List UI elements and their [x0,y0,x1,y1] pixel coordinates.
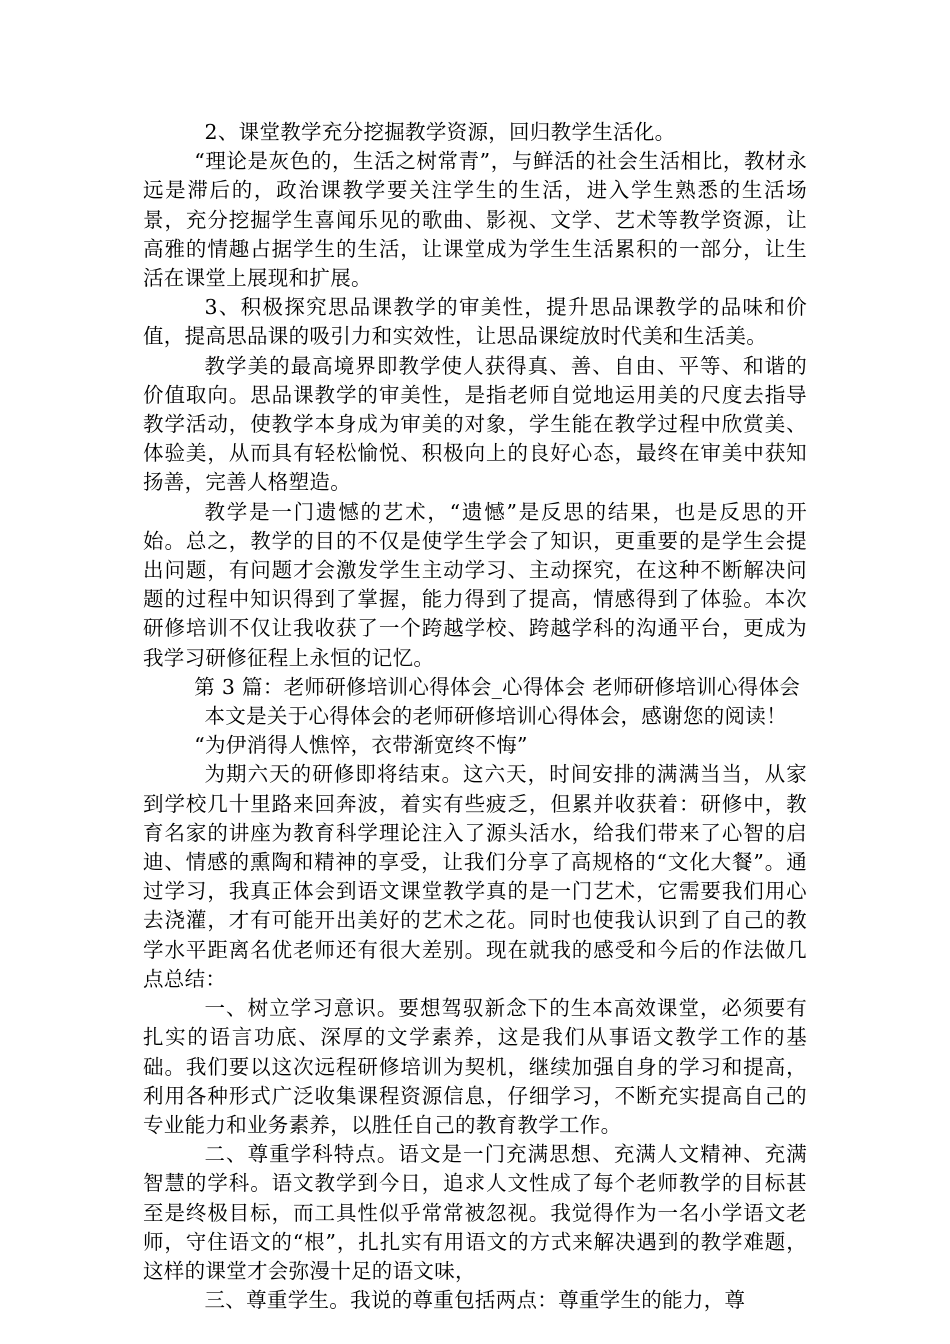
paragraph-1: 2、课堂教学充分挖掘教学资源，回归教学生活化。 [204,120,676,144]
paragraph-6: 本文是关于心得体会的老师研修培训心得体会，感谢您的阅读！ [204,704,787,729]
paragraph-9: 二、尊重学科特点。语文是一门充满思想、充满人文精神、充满智慧的学科。语文教学到今日，追求人文性成了每个老师教学的目标甚至是终极目标，而工具性似乎常常被忽视。我觉得作为一名小学语文老师，守住语文的“根”，扎扎实有用语文的方式来解决遇到的教学难题，这样的课堂才会弥漫十足的语文味， [143,1142,807,1283]
document-page [143,118,807,1315]
section-heading: 第 3 篇：老师研修培训心得体会_心得体会 老师研修培训心得体会 [194,674,801,699]
paragraph-4: 教学美的最高境界即教学使人获得真、善、自由、平等、和谐的价值取向。思品课教学的审美性，是指老师自觉地运用美的尺度去指导教学活动，使教学本身成为审美的对象，学生能在教学过程中欣赏美、体验美，从而具有轻松愉悦、积极向上的良好心态，最终在审美中获知扬善，完善人格塑造。 [143,353,807,495]
paragraph-7: 为期六天的研修即将结束。这六天，时间安排的满满当当，从家到学校几十里路来回奔波，着实有些疲乏，但累并收获着：研修中，教育名家的讲座为教育科学理论注入了源头活水，给我们带来了心智的启迪、情感的熏陶和精神的享受，让我们分享了高规格的“文化大餐”。通过学习，我真正体会到语文课堂教学真的是一门艺术，它需要我们用心去浇灌，才有可能开出美好的艺术之花。同时也使我认识到了自己的教学水平距离名优老师还有很大差别。现在就我的感受和今后的作法做几点总结： [143,762,807,991]
quote-line: “为伊消得人憔悴，衣带渐宽终不悔” [194,733,528,758]
paragraph-5: 教学是一门遗憾的艺术，“遗憾”是反思的结果，也是反思的开始。总之，教学的目的不仅是使学生学会了知识，更重要的是学生会提出问题，有问题才会激发学生主动学习、主动探究，在这种不断解决问题的过程中知识得到了掌握，能力得到了提高，情感得到了体验。本次研修培训不仅让我收获了一个跨越学校、跨越学科的沟通平台，更成为我学习研修征程上永恒的记忆。 [143,499,807,670]
paragraph-8: 一、树立学习意识。要想驾驭新念下的生本高效课堂，必须要有扎实的语言功底、深厚的文学素养，这是我们从事语文教学工作的基础。我们要以这次远程研修培训为契机，继续加强自身的学习和提高，利用各种形式广泛收集课程资源信息，仔细学习，不断充实提高自己的专业能力和业务素养，以胜任自己的教育教学工作。 [143,996,807,1137]
paragraph-2: “理论是灰色的，生活之树常青”，与鲜活的社会生活相比，教材永远是滞后的，政治课教学要关注学生的生活，进入学生熟悉的生活场景，充分挖掘学生喜闻乐见的歌曲、影视、文学、艺术等教学资源，让高雅的情趣占据学生的生活，让课堂成为学生生活累积的一部分，让生活在课堂上展现和扩展。 [143,149,807,291]
paragraph-3: 3、积极探究思品课教学的审美性，提升思品课教学的品味和价值，提高思品课的吸引力和实效性，让思品课绽放时代美和生活美。 [143,295,807,349]
paragraph-10: 三、尊重学生。我说的尊重包括两点：尊重学生的能力，尊 [204,1288,746,1313]
